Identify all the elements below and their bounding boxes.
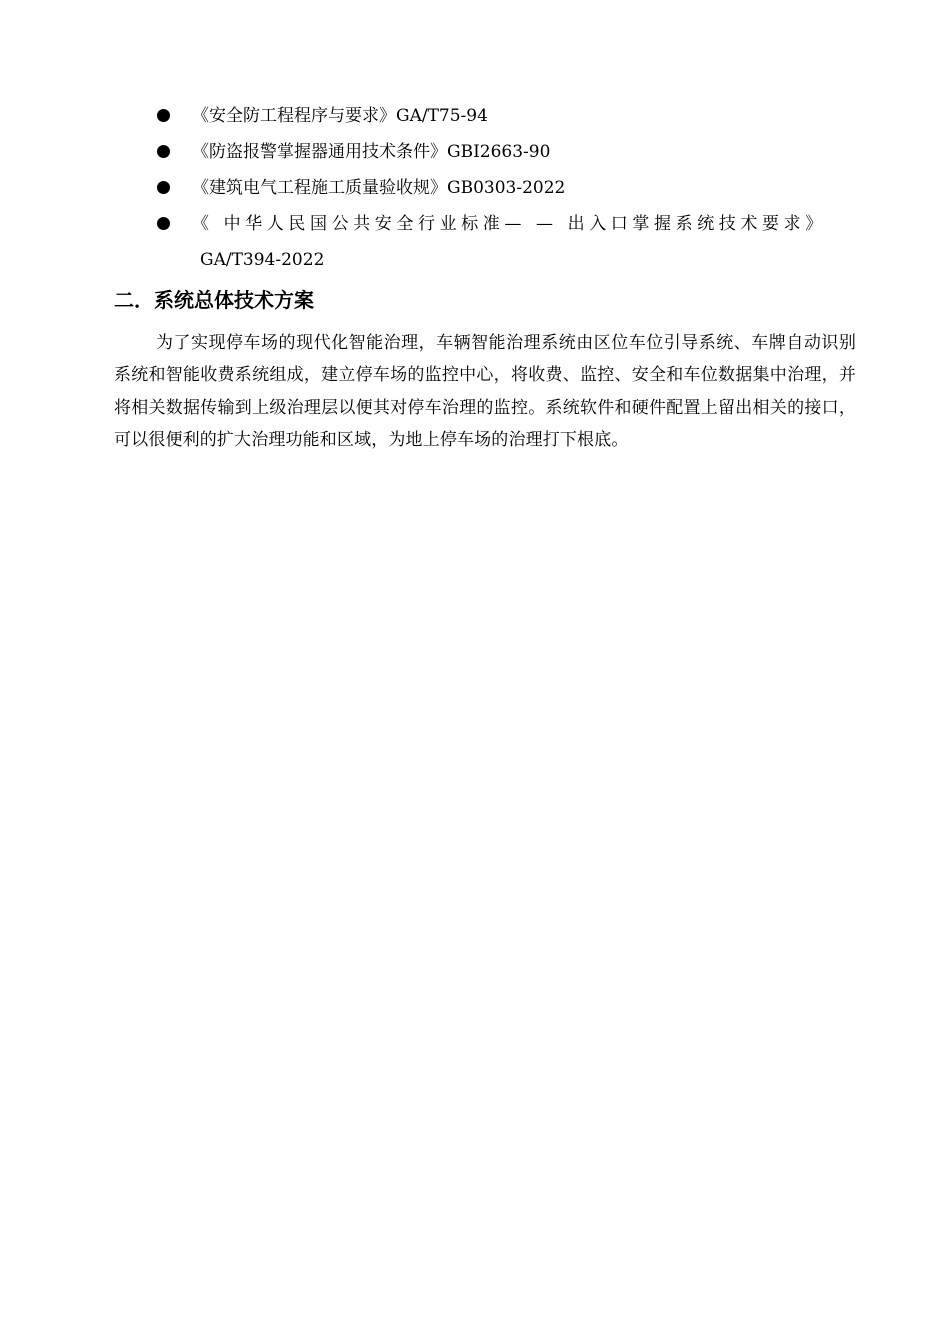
bullet-icon <box>157 145 170 158</box>
list-item <box>0 170 950 206</box>
list-item-continuation <box>0 242 950 279</box>
list-item <box>0 206 950 242</box>
section-heading: 二．系统总体技术方案 <box>114 288 314 312</box>
standard-text: 《安全防工程程序与要求》GA/T75-94 <box>192 106 488 126</box>
standard-text: 《 中华人民国公共安全行业标准— — 出入口掌握系统技术要求》 <box>192 214 827 234</box>
standards-list <box>0 98 950 279</box>
standard-code: GA/T394-2022 <box>200 250 325 270</box>
list-item <box>0 134 950 170</box>
body-paragraph: 为了实现停车场的现代化智能治理，车辆智能治理系统由区位车位引导系统、车牌自动识别系统和智能收费系统组成，建立停车场的监控中心，将收费、监控、安全和车位数据集中治理，并将相关数据传输到上级治理层以便其对停车治理的监控。系统软件和硬件配置上留出相关的接口，可以很便利的扩大治理功能和区域，为地上停车场的治理打下根底。 <box>114 333 856 451</box>
standard-text: 《防盗报警掌握器通用技术条件》GBI2663-90 <box>192 142 551 162</box>
bullet-icon <box>157 109 170 122</box>
list-item <box>0 98 950 134</box>
bullet-icon <box>157 217 170 230</box>
standard-text: 《建筑电气工程施工质量验收规》GB0303-2022 <box>192 178 566 198</box>
bullet-icon <box>157 181 170 194</box>
